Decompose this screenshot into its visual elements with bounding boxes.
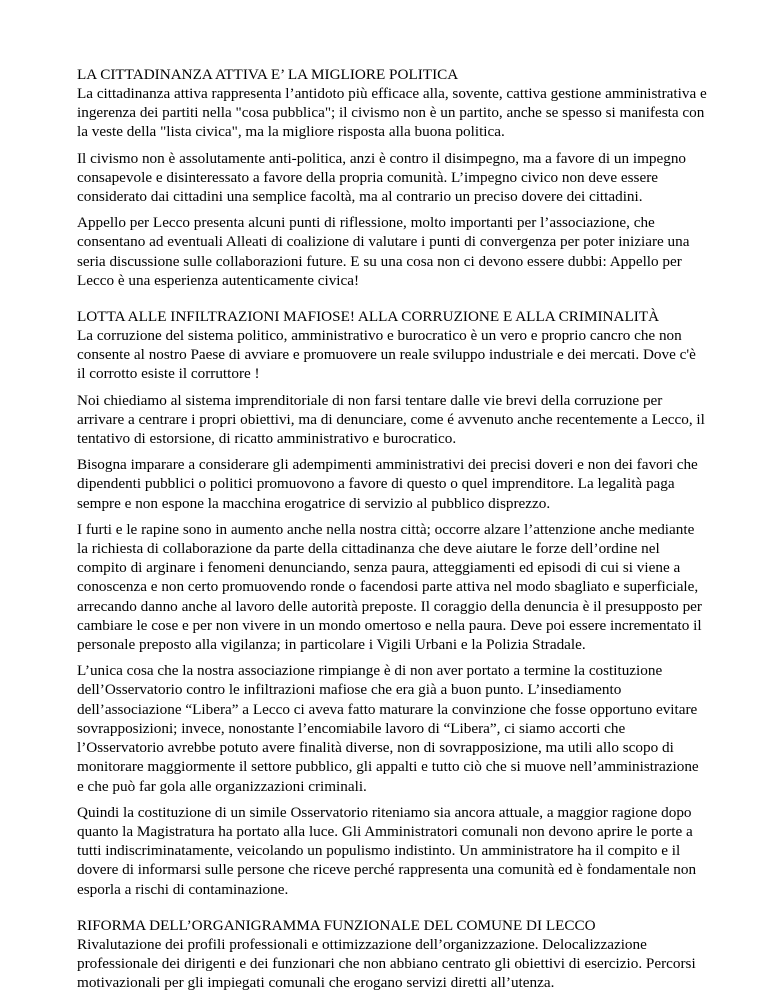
paragraph: I furti e le rapine sono in aumento anche nella nostra città; occorre alzare l’attenzione anche mediante la richiesta di collaborazione da parte della cittadinanza che deve aiutare le forze dell’ordine nel compito di arginare i fenomeni denunciando, senza paura, atteggiamenti ed episodi di cui si viene a conoscenza e non certo promuovendo ronde o facendosi parte attiva nel modo sbagliato e superficiale, arrecando danno anche al lavoro delle autorità preposte. Il coraggio della denuncia è il presupposto per cambiare le cose e per non vivere in un mondo omertoso e nella paura. Deve poi essere incrementato il personale preposto alla vigilanza; in particolare i Vigili Urbani e la Polizia Stradale. [77, 520, 702, 654]
section-riforma-organigramma [77, 916, 708, 993]
paragraph: La cittadinanza attiva rappresenta l’antidoto più efficace alla, sovente, cattiva gestione amministrativa e ingerenza dei partiti nella "cosa pubblica"; il civismo non è un partito, anche se spesso si manifesta con la veste della "lista civica", ma la migliore risposta alla buona politica. [77, 85, 707, 141]
section-lotta-infiltrazioni [77, 307, 708, 899]
paragraph: Il civismo non è assolutamente anti-politica, anzi è contro il disimpegno, ma a favore di un impegno consapevole e disinteressato a favore della propria comunità. L’impegno civico non deve essere considerato dai cittadini una semplice facoltà, ma al contrario un preciso dovere dei cittadini. [77, 149, 687, 206]
paragraph: Rivalutazione dei profili professionali e ottimizzazione dell’organizzazione. Delocalizzazione professionale dei dirigenti e dei funzionari che non abbiano centrato gli obiettivi di esercizio. Percorsi motivazionali per gli impiegati comunali che erogano servizi diretti all’utenza. [77, 935, 696, 992]
section-heading: LA CITTADINANZA ATTIVA E’ LA MIGLIORE POLITICA [77, 66, 459, 83]
paragraph: Noi chiediamo al sistema imprenditoriale di non farsi tentare dalle vie brevi della corruzione per arrivare a centrare i propri obiettivi, ma di denunciare, come é avvenuto anche recentemente a Lecco, il tentativo di estorsione, di ricatto amministrativo e burocratico. [77, 391, 705, 448]
section-heading: RIFORMA DELL’ORGANIGRAMMA FUNZIONALE DEL COMUNE DI LECCO [77, 916, 596, 934]
paragraph: La corruzione del sistema politico, amministrativo e burocratico è un vero e proprio cancro che non consente al nostro Paese di avviare e promuovere un reale sviluppo industriale e dei mercati. Dove c'è il corrotto esiste il corruttore ! [77, 327, 696, 383]
section-cittadinanza-attiva [77, 65, 708, 290]
paragraph: Appello per Lecco presenta alcuni punti di riflessione, molto importanti per l’associazione, che consentano ad eventuali Alleati di coalizione di valutare i punti di convergenza per poter iniziare una seria discussione sulle collaborazioni future. E su una cosa non ci devono essere dubbi: Appello per Lecco è una esperienza autenticamente civica! [77, 214, 690, 289]
paragraph: Quindi la costituzione di un simile Osservatorio riteniamo sia ancora attuale, a maggior ragione dopo quanto la Magistratura ha portato alla luce. Gli Amministratori comunali non devono aprire le porte a tutti indiscriminatamente, veicolando un populismo indistinto. Un amministratore ha il compito e il dovere di informarsi sulle persone che riceve perché rappresenta una comunità ed è fondamentale non esporla a rischi di contaminazione. [77, 803, 697, 898]
paragraph: Bisogna imparare a considerare gli adempimenti amministrativi dei precisi doveri e non dei favori che dipendenti pubblici o politici promuovono a favore di questo o quel imprenditore. La legalità paga sempre e non espone la macchina erogatrice di servizio al pubblico disprezzo. [77, 456, 698, 512]
section-heading: LOTTA ALLE INFILTRAZIONI MAFIOSE! ALLA CORRUZIONE E ALLA CRIMINALITÀ [77, 308, 660, 326]
paragraph: L’unica cosa che la nostra associazione rimpiange è di non aver portato a termine la costituzione dell’Osservatorio contro le infiltrazioni mafiose che era già a buon punto. L’insediamento dell’associazione “Libera” a Lecco ci aveva fatto maturare la convinzione che fosse opportuno evitare sovrapposizioni; invece, nonostante l’encomiabile lavoro di “Libera”, ci siamo accorti che l’Osservatorio avrebbe potuto avere finalità diverse, non di sovrapposizione, ma utili allo scopo di monitorare maggiormente il settore pubblico, gli appalti e tutto ciò che si muove nell’amministrazione e che può far gola alle organizzazioni criminali. [77, 662, 699, 795]
